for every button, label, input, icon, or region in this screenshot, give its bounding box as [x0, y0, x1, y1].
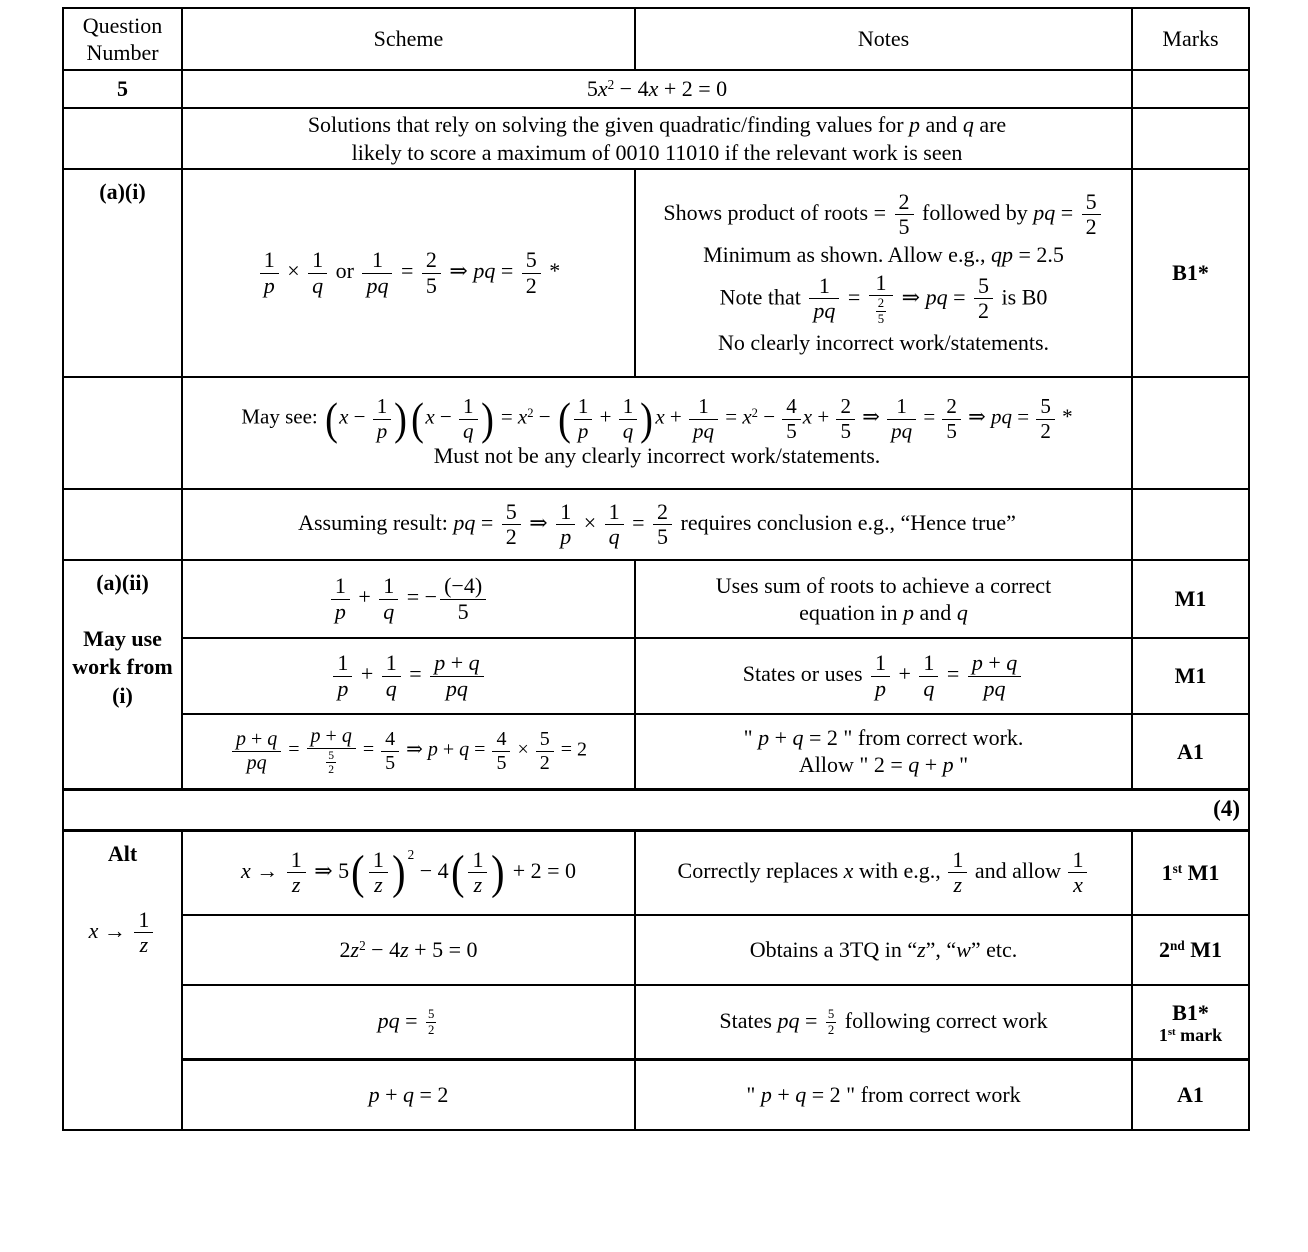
aii-notes-1-line-1: Uses sum of roots to achieve a correct — [715, 572, 1052, 598]
ai-note-line-2: Minimum as shown. Allow e.g., qp = 2.5 — [703, 242, 1064, 268]
header-question-number: Question Number — [63, 8, 182, 70]
alt-label-cell — [63, 830, 182, 1130]
part-ai-row — [63, 169, 1249, 377]
aii-mark-3: A1 — [1132, 714, 1249, 789]
alt-scheme-2: $2z^2 - 4z + 5 = 0$ — [182, 915, 635, 985]
ai-note-line-1: Shows product of roots = $\frac{2}{5}$ followed by pq = $\frac{5}{2}$ — [640, 189, 1127, 241]
ai-note-line-3: Note that $\frac{1}{pq}$ = $\frac{1}{\frac{2}{5}}$ ⇒ pq = $\frac{5}{2}$ is B0 — [719, 269, 1048, 327]
subtotal-marks: (4) — [63, 789, 1249, 830]
alt-row-2 — [63, 915, 1249, 985]
aii-mark-1: M1 — [1132, 560, 1249, 638]
may-see-cell — [182, 377, 1132, 489]
question-number-empty — [63, 377, 182, 489]
part-aii-label-cell — [63, 560, 182, 789]
alt-label: Alt — [107, 840, 138, 866]
marks-cell-empty — [1132, 70, 1249, 108]
alt-row-4 — [63, 1059, 1249, 1130]
aii-notes-1-line-2: equation in p and q — [799, 600, 968, 625]
alt-notes-2: Obtains a 3TQ in “z”, “w” etc. — [635, 915, 1132, 985]
question-number-empty — [63, 489, 182, 560]
part-aii-label: (a)(ii) — [96, 570, 149, 595]
alt-scheme-4: p + q = 2 — [182, 1059, 635, 1130]
may-see-formula: May see: ( x − $\frac{1}{p}$ ) ( x − $\frac{1}{q}$ ) = $x^2$ − ( $\frac{1}{p}$ + $\frac{1}{q}$ ) x + $\frac{1}{pq}$ = $x^2$ − $\frac{4}{5}$ x + $\frac{2}{5}$ ⇒ $\frac{1}{pq}$ = $\frac{2}{5}$ ⇒ pq = $\frac{5}{2}$ * — [241, 394, 1073, 445]
part-ai-notes — [635, 169, 1132, 377]
may-see-caveat: Must not be any clearly incorrect work/statements. — [433, 443, 881, 469]
aii-notes-1 — [635, 560, 1132, 638]
assuming-row — [63, 489, 1249, 560]
may-see-row — [63, 377, 1249, 489]
alt-mark-1: 1st M1 — [1132, 830, 1249, 915]
alt-notes-4: " p + q = 2 " from correct work — [635, 1059, 1132, 1130]
aii-mark-2: M1 — [1132, 638, 1249, 714]
advisory-note — [182, 108, 1132, 169]
alt-scheme-3: pq = $\frac{5}{2}$ — [182, 985, 635, 1059]
question-equation-row — [63, 70, 1249, 108]
marks-cell-empty — [1132, 108, 1249, 169]
aii-notes-3-line-2: Allow " 2 = q + p " — [798, 752, 969, 778]
alt-mark-3 — [1132, 985, 1249, 1059]
alt-row-1 — [63, 830, 1249, 915]
part-ai-scheme: $\frac{1}{p}$ × $\frac{1}{q}$ or $\frac{1}{pq}$ = $\frac{2}{5}$ ⇒ pq = $\frac{5}{2}$ * — [182, 169, 635, 377]
alt-mark-2: 2nd M1 — [1132, 915, 1249, 985]
alt-row-3 — [63, 985, 1249, 1059]
question-number-label: 5 — [63, 70, 182, 108]
part-ai-label: (a)(i) — [63, 169, 182, 377]
header-marks: Marks — [1132, 8, 1249, 70]
aii-scheme-1: $\frac{1}{p}$ + $\frac{1}{q}$ = − $\frac{(-4)}{5}$ — [182, 560, 635, 638]
aii-notes-2: States or uses $\frac{1}{p}$ + $\frac{1}{q}$ = $\frac{p + q}{pq}$ — [635, 638, 1132, 714]
subtotal-row — [63, 789, 1249, 830]
header-scheme: Scheme — [182, 8, 635, 70]
marks-cell-empty — [1132, 489, 1249, 560]
header-row — [63, 8, 1249, 70]
aii-notes-3-line-1: " p + q = 2 " from correct work. — [743, 724, 1024, 750]
part-aii-row-1 — [63, 560, 1249, 638]
part-ai-mark: B1* — [1132, 169, 1249, 377]
part-aii-row-3 — [63, 714, 1249, 789]
question-number-empty — [63, 108, 182, 169]
aii-notes-3 — [635, 714, 1132, 789]
aii-scheme-3: $\frac{p + q}{pq}$ = $\frac{p + q}{\frac{5}{2}}$ = $\frac{4}{5}$ ⇒ p + q = $\frac{4}{5}$ × $\frac{5}{2}$ = 2 — [182, 714, 635, 789]
advisory-line-2: likely to score a maximum of 0010 11010 if the relevant work is seen — [351, 139, 963, 165]
header-notes: Notes — [635, 8, 1132, 70]
alt-notes-1: Correctly replaces x with e.g., $\frac{1}{z}$ and allow $\frac{1}{x}$ — [635, 830, 1132, 915]
alt-mark-3-main: B1* — [1172, 999, 1209, 1025]
mark-scheme-table — [62, 7, 1250, 1131]
alt-notes-3: States pq = $\frac{5}{2}$ following correct work — [635, 985, 1132, 1059]
alt-mark-3-qualifier: 1st mark — [1158, 1025, 1223, 1046]
alt-scheme-1: x → $\frac{1}{z}$ ⇒ 5 ( $\frac{1}{z}$ ) $^2$ − 4 ( $\frac{1}{z}$ ) + 2 = 0 — [182, 830, 635, 915]
advisory-row — [63, 108, 1249, 169]
alt-substitution: x → $\frac{1}{z}$ — [68, 909, 177, 957]
part-aii-row-2 — [63, 638, 1249, 714]
advisory-line-1: Solutions that rely on solving the given quadratic/finding values for p and q are — [307, 112, 1007, 137]
part-aii-sublabel: May use work from (i) — [72, 625, 173, 708]
aii-scheme-2: $\frac{1}{p}$ + $\frac{1}{q}$ = $\frac{p + q}{pq}$ — [182, 638, 635, 714]
alt-mark-4: A1 — [1132, 1059, 1249, 1130]
marks-cell-empty — [1132, 377, 1249, 489]
question-equation: $5x^2 - 4x + 2 = 0$ — [182, 70, 1132, 108]
ai-note-line-4: No clearly incorrect work/statements. — [717, 330, 1050, 356]
assuming-cell: Assuming result: pq = $\frac{5}{2}$ ⇒ $\frac{1}{p}$ × $\frac{1}{q}$ = $\frac{2}{5}$ requires conclusion e.g., “Hence true” — [182, 489, 1132, 560]
